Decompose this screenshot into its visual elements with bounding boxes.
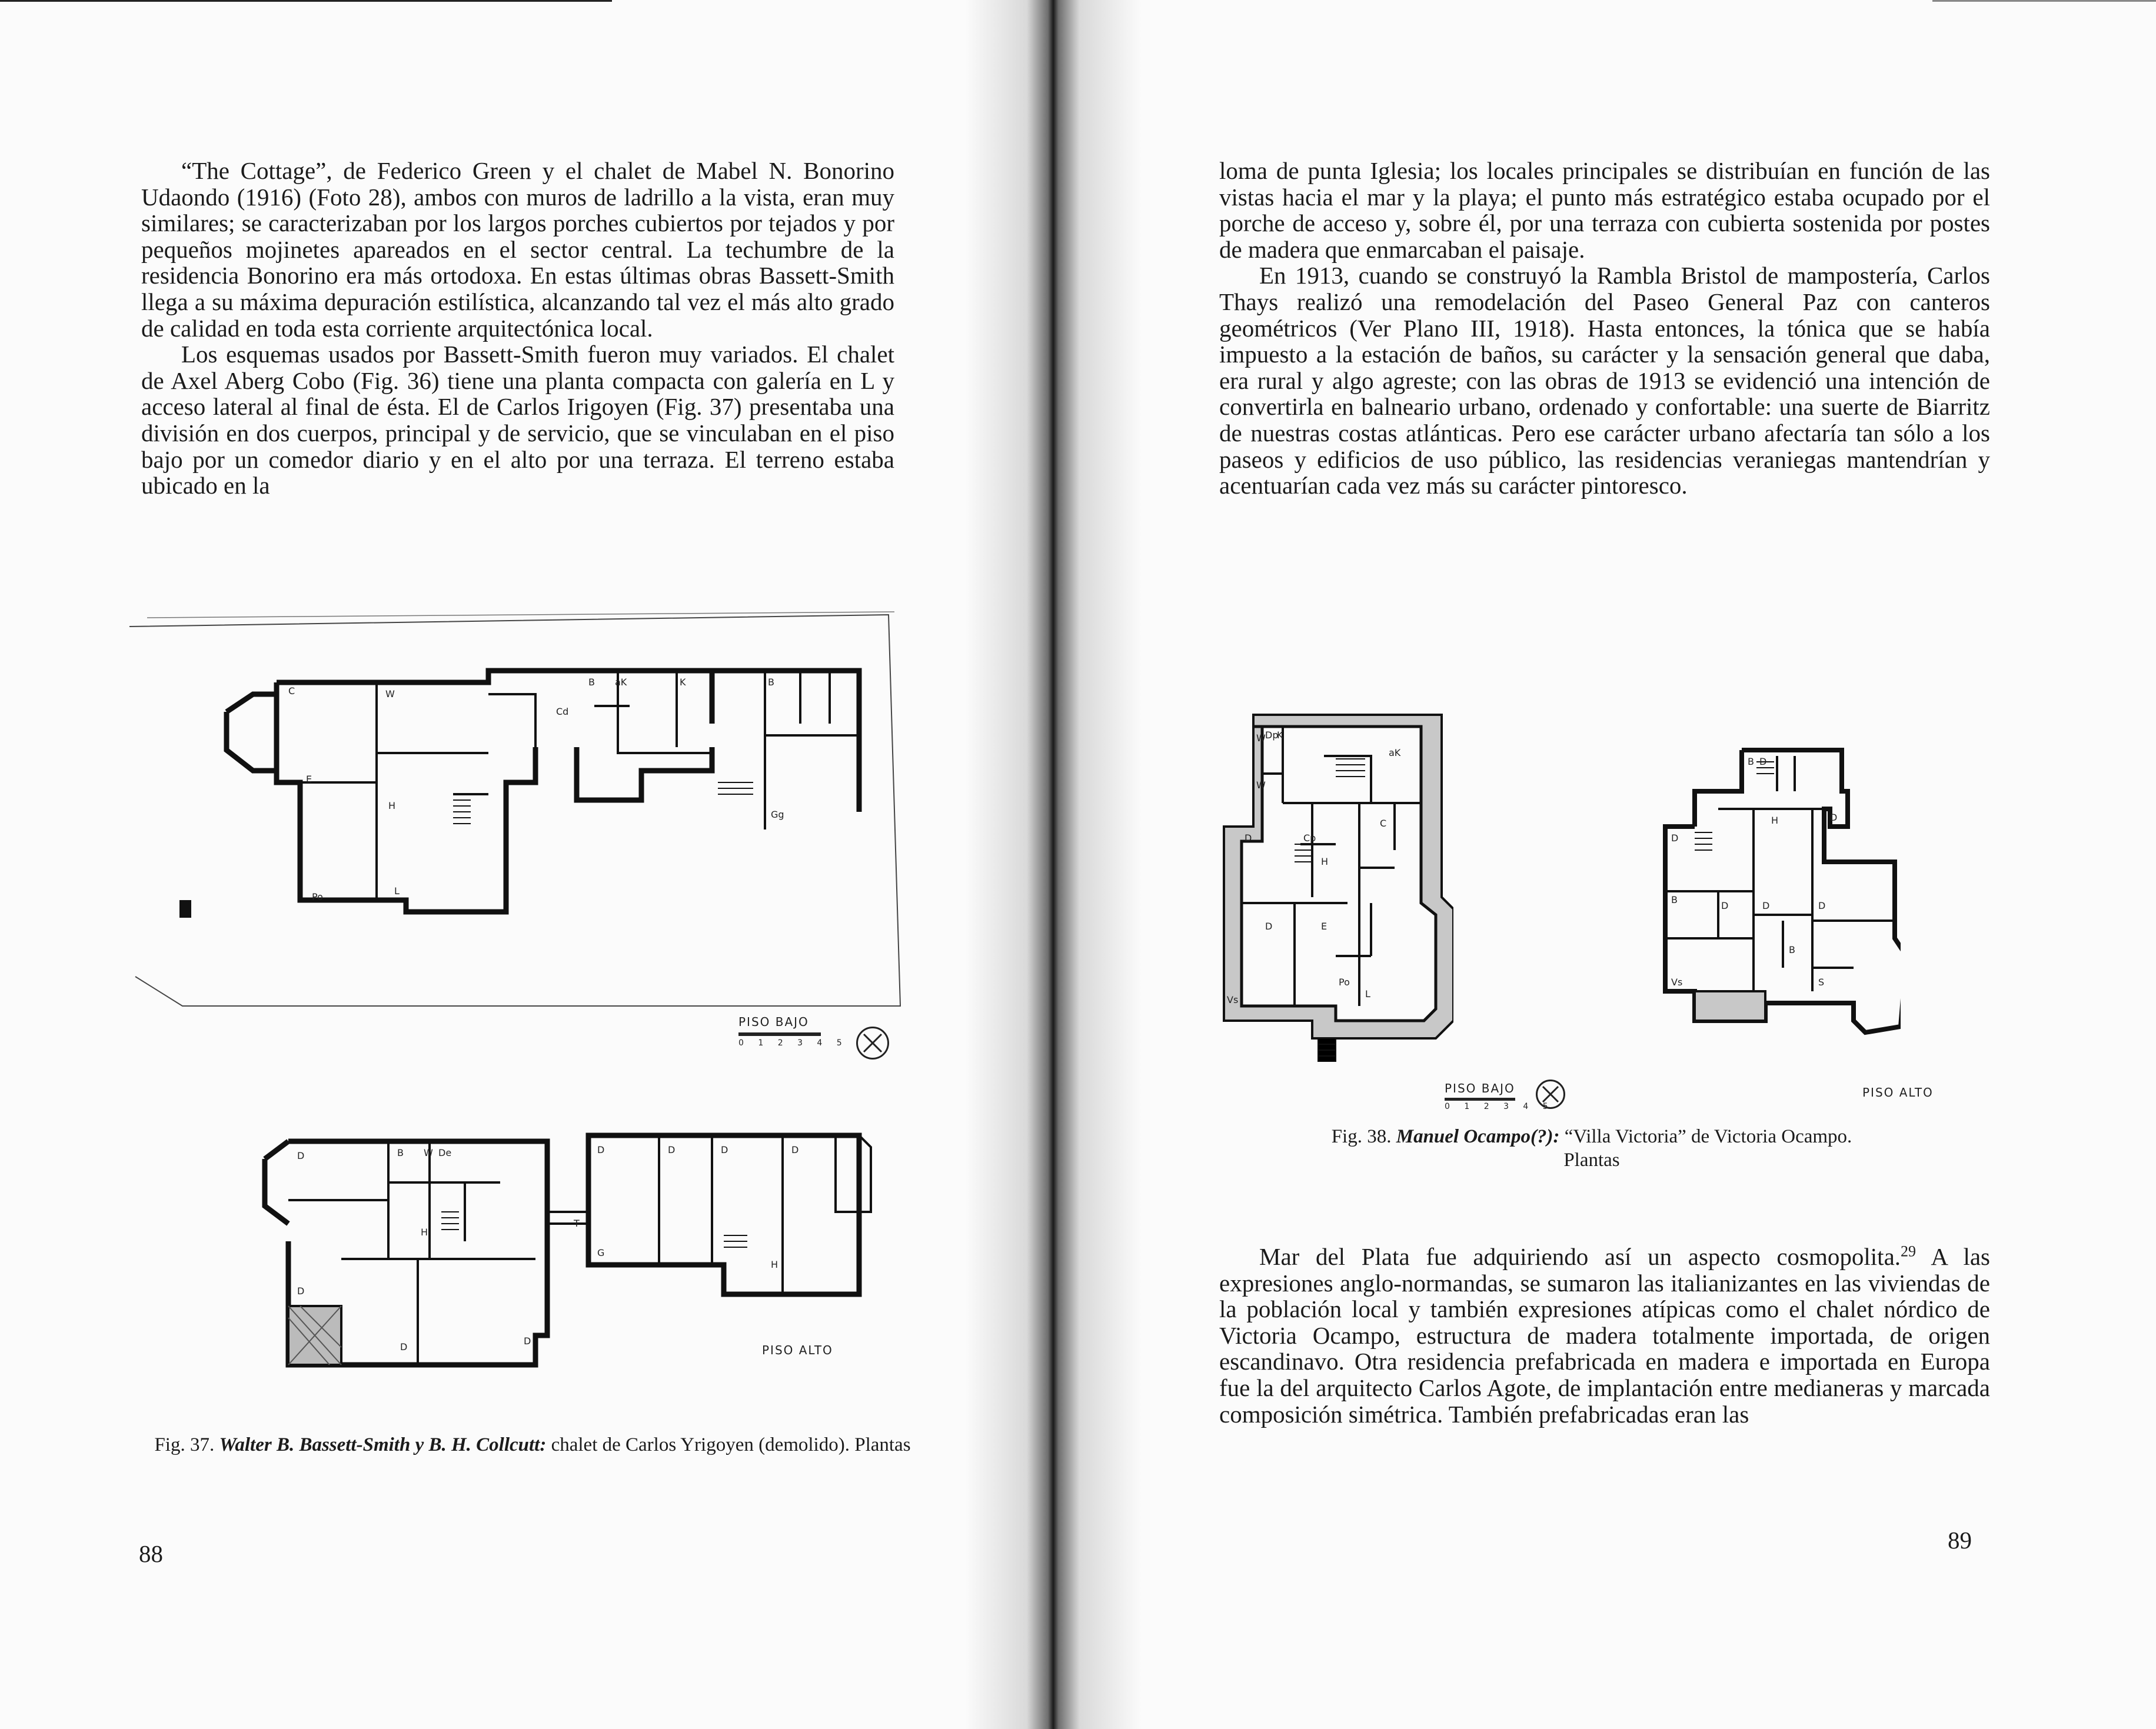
paragraph-start: Mar del Plata fue adquiriendo así un aspecto cosmopolita. <box>1259 1243 1901 1270</box>
right-page <box>1059 0 2156 1729</box>
room-label: W <box>385 688 395 699</box>
room-label: W <box>424 1147 433 1158</box>
room-label: D <box>1759 756 1767 767</box>
caption-line: Plantas <box>1563 1150 1620 1171</box>
room-label: D <box>297 1285 305 1297</box>
room-label: Cp <box>1303 832 1316 844</box>
room-label: D <box>1671 832 1679 844</box>
paragraph <box>1219 1244 1990 1427</box>
room-label: W <box>1256 732 1266 744</box>
north-arrow-icon <box>856 1027 889 1060</box>
page-number: 89 <box>1948 1527 1972 1554</box>
room-label: H <box>1321 856 1329 867</box>
room-label: D <box>1245 832 1252 844</box>
room-label: B <box>1789 944 1795 955</box>
scale-bar <box>1445 1098 1515 1101</box>
caption-prefix: Fig. 38. <box>1331 1126 1392 1147</box>
room-label: B <box>1671 894 1678 905</box>
room-label: B <box>588 677 595 688</box>
room-label: E <box>306 774 312 785</box>
room-label: B <box>397 1147 404 1158</box>
floor-plan-drawing <box>1648 744 1901 1038</box>
room-label: D <box>1721 900 1729 911</box>
paragraph: “The Cottage”, de Federico Green y el chalet de Mabel N. Bonorino Udaondo (1916) (Foto 28), ambos con muros de ladrillo a la vista, eran muy similares; se caracterizaban por los largos porches cubiertos por tejados y por pequeños mojinetes apareados en el sector central. La techumbre de la residencia Bonorino era más ortodoxa. En estas últimas obras Bassett-Smith llega a su máxima depuración estilística, alcanzando tal vez el más alto grado de calidad en toda esta corriente arquitectónica local. <box>141 157 894 342</box>
fig38-upper-floor-plan <box>1648 744 1901 1038</box>
room-label: E <box>1321 921 1327 932</box>
room-label: D <box>1818 900 1826 911</box>
room-label: D <box>668 1144 676 1155</box>
fig38-caption <box>1224 1125 1959 1172</box>
room-label: B <box>1748 756 1754 767</box>
scale-numbers: 0 1 2 3 4 5 <box>1445 1102 1554 1111</box>
scale-numbers: 0 1 2 3 4 5 <box>738 1038 848 1048</box>
room-label: Cd <box>556 706 569 717</box>
caption-text: chalet de Carlos Yrigoyen (demolido). Plantas <box>551 1434 911 1455</box>
room-label: D <box>400 1341 408 1352</box>
room-label: B <box>768 677 774 688</box>
room-label: L <box>394 885 400 897</box>
room-label: K <box>680 677 686 688</box>
caption-prefix: Fig. 37. <box>154 1434 215 1455</box>
caption-author: Walter B. Bassett-Smith y B. H. Collcutt: <box>219 1434 547 1455</box>
room-label: D <box>524 1335 531 1347</box>
room-label: G <box>597 1247 605 1258</box>
ground-floor-label: PISO BAJO <box>738 1015 809 1029</box>
room-label: H <box>771 1259 778 1270</box>
right-body-text-lower <box>1219 1244 1990 1427</box>
upper-floor-label: PISO ALTO <box>762 1343 833 1357</box>
room-label: Po <box>312 891 323 902</box>
fig37-caption <box>141 1433 924 1457</box>
floor-plan-drawing <box>1218 709 1453 1062</box>
room-label: H <box>388 800 396 811</box>
floor-plan-drawing <box>124 606 906 1053</box>
room-label: C <box>1380 818 1387 829</box>
room-label: L <box>1365 988 1370 1000</box>
room-label: Gg <box>771 809 784 820</box>
room-label: Vs <box>1671 977 1683 988</box>
room-label: C <box>288 685 295 697</box>
room-label: D <box>1830 812 1838 823</box>
caption-line <box>1224 1125 1959 1148</box>
room-label: Dp <box>1265 729 1279 741</box>
paragraph: Los esquemas usados por Bassett-Smith fueron muy variados. El chalet de Axel Aberg Cobo (Fig. 36) tiene una planta compacta con galería en L y acceso lateral al final de ésta. El de Carlos Irigoyen (Fig. 37) presentaba una división en dos cuerpos, principal y de servicio, que se vinculaban en el piso bajo por un comedor diario y en el alto por una terraza. El terreno estaba ubicado en la <box>141 341 894 499</box>
scale-bar <box>738 1032 821 1036</box>
room-label: D <box>597 1144 605 1155</box>
room-label: De <box>438 1147 452 1158</box>
north-arrow-icon <box>1536 1080 1565 1109</box>
page-top-rule <box>1932 0 2156 2</box>
room-label: aK <box>615 677 627 688</box>
fig37-ground-floor-plan <box>124 606 906 1053</box>
caption-text: “Villa Victoria” de Victoria Ocampo. <box>1564 1126 1852 1147</box>
room-label: D <box>721 1144 728 1155</box>
room-label: S <box>1818 977 1825 988</box>
paragraph: En 1913, cuando se construyó la Rambla Bristol de mampostería, Carlos Thays realizó una remodelación del Paseo General Paz con canteros geométricos (Ver Plano III, 1918). Hasta entonces, la tónica que se había impuesto a la estación de baños, su carácter y la sensación general que daba, era rural y algo agreste; con las obras de 1913 se evidenció una intención de convertirla en balneario urbano, ordenado y confortable: una suerte de Biarritz de nuestras costas atlánticas. Pero ese carácter urbano afectaría tan sólo a los paseos y edificios de uso público, las residencias veraniegas mantendrían y acentuarían cada vez más su carácter pintoresco. <box>1219 262 1990 499</box>
footnote-ref: 29 <box>1901 1242 1917 1260</box>
book-gutter-shadow <box>965 0 1142 1729</box>
room-label: H <box>1771 815 1779 826</box>
page-number: 88 <box>139 1540 163 1567</box>
room-label: W <box>1256 779 1266 791</box>
room-label: D <box>297 1150 305 1161</box>
room-label: aK <box>1389 747 1401 758</box>
room-label: Po <box>1339 977 1350 988</box>
ground-floor-label: PISO BAJO <box>1445 1081 1515 1095</box>
room-label: Vs <box>1227 994 1239 1005</box>
room-label: D <box>1762 900 1770 911</box>
paragraph-rest: A las expresiones anglo-normandas, se sumaron las italianizantes en las viviendas de la población local y también expresiones atípicas como el chalet nórdico de Victoria Ocampo, estructura de madera totalmente importada, de origen escandinavo. Otra residencia prefabricada en madera e importada en Europa fue la del arquitecto Carlos Agote, de implantación entre medianeras y marcada composición simétrica. También prefabricadas eran las <box>1219 1243 1990 1428</box>
page-top-rule <box>0 0 612 2</box>
right-body-text <box>1219 158 1990 499</box>
caption-author: Manuel Ocampo(?): <box>1396 1126 1560 1147</box>
room-label: H <box>421 1227 428 1238</box>
room-label: D <box>791 1144 799 1155</box>
left-page <box>0 0 1059 1729</box>
paragraph: loma de punta Iglesia; los locales principales se distribuían en función de las vistas hacia el mar y la playa; el punto más estratégico estaba ocupado por el porche de acceso y, sobre él, por una terraza con cubierta sostenida por postes de madera que enmarcaban el paisaje. <box>1219 157 1990 263</box>
room-label: T <box>574 1218 580 1229</box>
room-label: K <box>1277 729 1283 741</box>
room-label: D <box>1265 921 1273 932</box>
upper-floor-label: PISO ALTO <box>1862 1085 1934 1100</box>
fig38-ground-floor-plan <box>1218 709 1453 1062</box>
left-body-text <box>141 158 894 499</box>
